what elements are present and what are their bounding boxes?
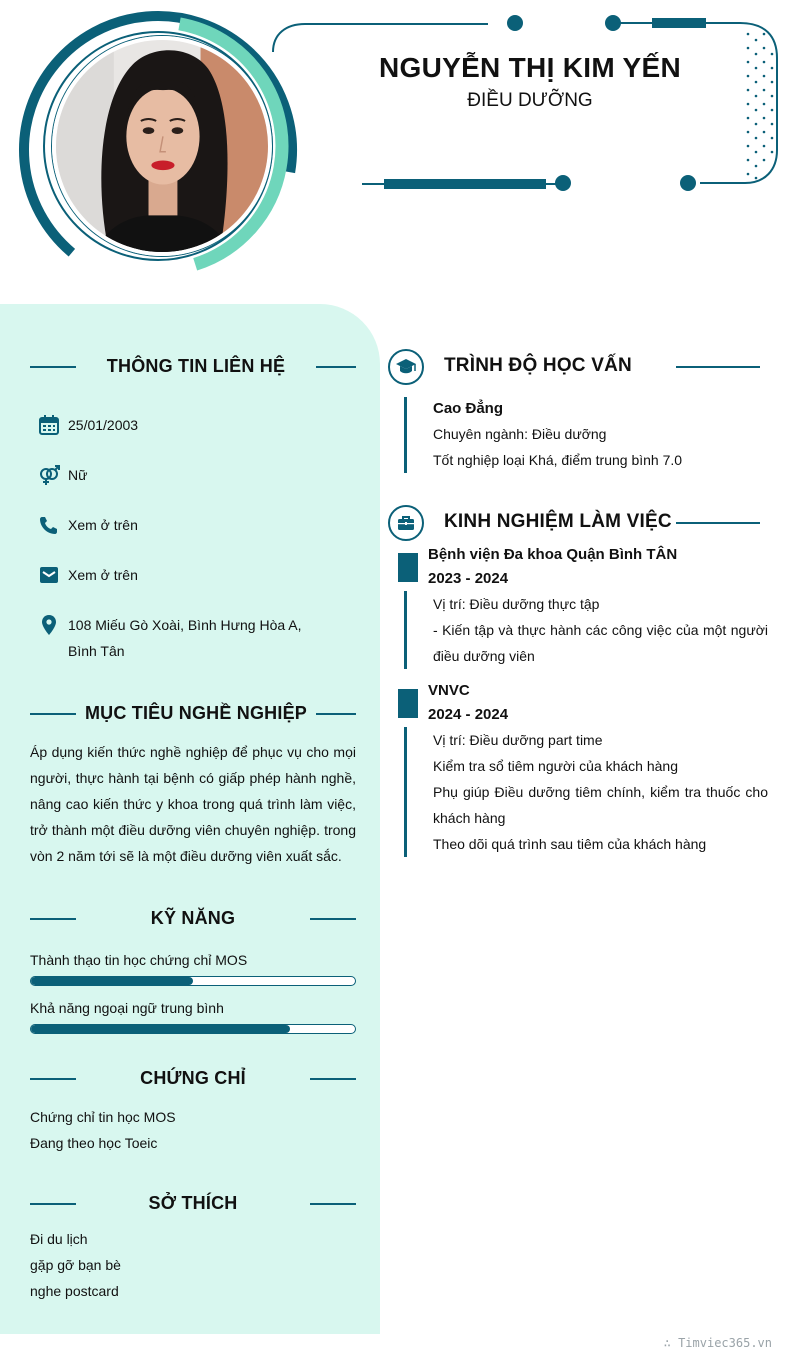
skill-level-fill bbox=[31, 1025, 290, 1033]
job-timeline bbox=[404, 591, 407, 669]
job-line: Theo dõi quá trình sau tiêm của khách hàng bbox=[433, 836, 707, 852]
job-marker bbox=[398, 553, 418, 582]
contact-birthdate: 25/01/2003 bbox=[38, 414, 338, 438]
certificates-section-title: CHỨNG CHỈ bbox=[30, 1068, 356, 1089]
education-school: Cao Đẳng bbox=[433, 400, 504, 417]
email-icon bbox=[38, 564, 60, 586]
education-icon-badge bbox=[388, 349, 424, 385]
education-line: Tốt nghiệp loại Khá, điểm trung bình 7.0 bbox=[433, 452, 683, 468]
job-line: Vị trí: Điều dưỡng thực tập bbox=[433, 596, 600, 612]
job-period: 2023 - 2024 bbox=[428, 570, 509, 587]
briefcase-icon bbox=[396, 513, 416, 533]
hobby-item: Đi du lịch bbox=[30, 1231, 88, 1247]
contact-section-title: THÔNG TIN LIÊN HỆ bbox=[30, 356, 356, 377]
graduation-cap-icon bbox=[395, 356, 417, 378]
job-timeline bbox=[404, 727, 407, 857]
location-pin-icon bbox=[38, 614, 60, 636]
job-line: Kiểm tra sổ tiêm người của khách hàng bbox=[433, 758, 679, 774]
skill-level-bar bbox=[30, 976, 356, 986]
skills-section-title: KỸ NĂNG bbox=[30, 908, 356, 929]
hobby-item: gặp gỡ bạn bè bbox=[30, 1257, 121, 1273]
objective-section-title: MỤC TIÊU NGHỀ NGHIỆP bbox=[30, 703, 356, 724]
candidate-name: NGUYỄN THỊ KIM YẾN bbox=[378, 52, 682, 83]
hobby-item: nghe postcard bbox=[30, 1283, 119, 1299]
watermark: ∴ Timviec365.vn bbox=[663, 1336, 772, 1350]
skill-name: Thành thạo tin học chứng chỉ MOS bbox=[30, 952, 248, 968]
job-line: Phụ giúp Điều dưỡng tiêm chính, kiểm tra thuốc cho khách hàng bbox=[433, 784, 768, 826]
certificate-item: Đang theo học Toeic bbox=[30, 1135, 158, 1151]
contact-phone: Xem ở trên bbox=[38, 514, 338, 538]
phone-icon bbox=[38, 514, 60, 536]
job-line: Vị trí: Điều dưỡng part time bbox=[433, 732, 603, 748]
calendar-icon bbox=[38, 414, 60, 436]
experience-icon-badge bbox=[388, 505, 424, 541]
candidate-role: ĐIỀU DƯỠNG bbox=[467, 90, 593, 111]
education-line: Chuyên ngành: Điều dưỡng bbox=[433, 426, 607, 442]
hobbies-section-title: SỞ THÍCH bbox=[30, 1193, 356, 1214]
education-section-title: TRÌNH ĐỘ HỌC VẤN bbox=[444, 355, 632, 376]
contact-email: Xem ở trên bbox=[38, 564, 338, 588]
skill-level-bar bbox=[30, 1024, 356, 1034]
job-period: 2024 - 2024 bbox=[428, 706, 509, 723]
contact-gender: Nữ bbox=[38, 464, 338, 488]
gender-icon bbox=[38, 464, 60, 486]
job-marker bbox=[398, 689, 418, 718]
profile-photo bbox=[52, 36, 272, 256]
job-company: VNVC bbox=[428, 682, 470, 699]
education-timeline bbox=[404, 397, 407, 473]
skill-name: Khả năng ngoại ngữ trung bình bbox=[30, 1000, 224, 1016]
objective-text: Áp dụng kiến thức nghề nghiệp để phục vụ cho mọi người, thực hành tại bệnh có giấp phép hành nghề, nâng cao kiến thức y khoa trong quá trình làm việc, trở thành một điều dưỡng viên chuyên nghiệp. trong vòn 2 năm tới sẽ là một điều dưỡng viên xuất sắc. bbox=[30, 744, 356, 864]
experience-section-title: KINH NGHIỆM LÀM VIỆC bbox=[444, 511, 672, 532]
education-title-rule bbox=[676, 366, 760, 368]
experience-title-rule bbox=[676, 522, 760, 524]
job-line: - Kiến tập và thực hành các công việc của một người điều dưỡng viên bbox=[433, 622, 768, 664]
dot-pattern bbox=[747, 33, 774, 180]
contact-address: 108 Miếu Gò Xoài, Bình Hưng Hòa A, Bình Tân bbox=[38, 614, 338, 664]
skill-level-fill bbox=[31, 977, 193, 985]
job-company: Bệnh viện Đa khoa Quận Bình TÂN bbox=[428, 546, 678, 563]
certificate-item: Chứng chỉ tin học MOS bbox=[30, 1109, 176, 1125]
